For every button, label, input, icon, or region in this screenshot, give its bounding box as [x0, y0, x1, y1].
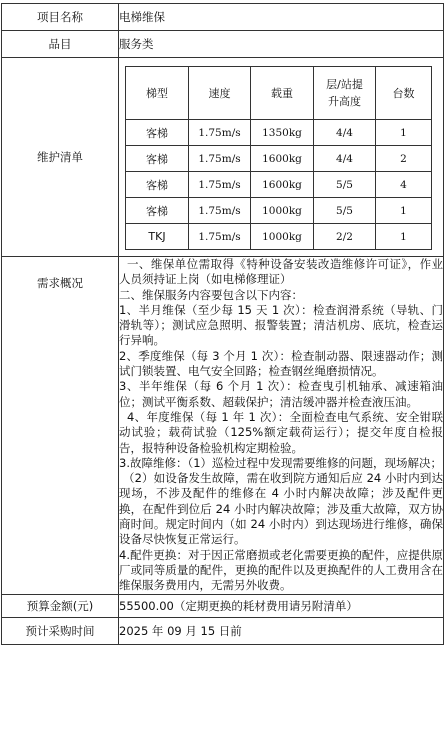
row-category [2, 31, 444, 58]
elevator-speed: 1.75m/s [189, 224, 251, 250]
table-row [126, 146, 432, 172]
maintenance-cell [119, 58, 444, 257]
table-row [126, 198, 432, 224]
requirement-paragraph: 4.配件更换：对于因正常磨损或老化需要更换的配件，应提供原厂或同等质量的配件，更换的配件以及更换配件的人工费用含在维保服务费用内，无需另外收费。 [119, 547, 443, 593]
procurement-time-value: 2025 年 09 月 15 日前 [119, 617, 444, 644]
requirement-paragraph: 4、年度维保（每 1 年 1 次）：全面检查电气系统、安全钳联动试验；载荷试验（125%额定载荷运行）；提交年度自检报告，报特种设备检验机构定期检验。 [119, 409, 443, 455]
project-value: 电梯维保 [119, 4, 444, 31]
elevator-load: 1000kg [251, 198, 314, 224]
elevator-floors: 2/2 [314, 224, 376, 250]
elevator-type: 客梯 [126, 146, 189, 172]
elevator-floors: 5/5 [314, 198, 376, 224]
project-label: 项目名称 [2, 4, 119, 31]
elevator-speed: 1.75m/s [189, 198, 251, 224]
table-row [126, 120, 432, 146]
table-row [126, 172, 432, 198]
requirement-paragraph: 二、维保服务内容要包含以下内容： [119, 287, 303, 302]
elevator-floors: 4/4 [314, 146, 376, 172]
table-row [126, 224, 432, 250]
procurement-table [1, 3, 444, 645]
elevator-type: 客梯 [126, 120, 189, 146]
elevator-list-header [126, 67, 432, 120]
elevator-load: 1600kg [251, 146, 314, 172]
row-budget [2, 594, 444, 617]
header-cell: 台数 [376, 67, 432, 120]
elevator-count: 1 [376, 224, 432, 250]
header-cell: 载重 [251, 67, 314, 120]
elevator-list-table [125, 66, 432, 250]
category-label: 品目 [2, 31, 119, 58]
row-project [2, 4, 444, 31]
elevator-load: 1600kg [251, 172, 314, 198]
requirement-paragraph: 3.故障维修：（1）巡检过程中发现需要维修的问题，现场解决； [119, 455, 443, 470]
procurement-time-label: 预计采购时间 [2, 617, 119, 644]
requirement-paragraph: 一、维保单位需取得《特种设备安装改造维修许可证》，作业人员须持证上岗（如电梯修理证） [119, 257, 443, 287]
row-maintenance [2, 58, 444, 257]
elevator-count: 1 [376, 198, 432, 224]
header-cell: 梯型 [126, 67, 189, 120]
elevator-load: 1350kg [251, 120, 314, 146]
elevator-count: 1 [376, 120, 432, 146]
requirement-paragraph: （2）如设备发生故障，需在收到院方通知后应 24 小时内到达现场，不涉及配件的维修在 4 小时内解决故障；涉及配件更换，在配件到位后 24 小时内解决故障；涉及重大故障，双方协商时间。规定时间内（如 24 小时内）到达现场进行维修，确保设备尽快恢复正常运行。 [119, 471, 443, 547]
maintenance-label: 维护清单 [2, 58, 119, 257]
elevator-floors: 4/4 [314, 120, 376, 146]
requirement-paragraph: 2、季度维保（每 3 个月 1 次）：检查制动器、限速器动作；测试门锁装置、电气安全回路；检查钢丝绳磨损情况。 [119, 348, 443, 379]
requirement-paragraph: 1、半月维保（至少每 15 天 1 次）：检查润滑系统（导轨、门滑轨等）；测试应急照明、报警装置；清洁机房、底坑，检查运行异响。 [119, 302, 443, 348]
elevator-floors: 5/5 [314, 172, 376, 198]
row-procurement-time [2, 617, 444, 644]
budget-value: 55500.00（定期更换的耗材费用请另附清单） [119, 594, 444, 617]
elevator-speed: 1.75m/s [189, 120, 251, 146]
category-value: 服务类 [119, 31, 444, 58]
elevator-type: 客梯 [126, 172, 189, 198]
requirement-paragraph: 3、半年维保（每 6 个月 1 次）：检查曳引机轴承、减速箱油位；测试平衡系数、超载保护；清洁缓冲器并检查液压油。 [119, 379, 443, 409]
requirements-content [119, 257, 444, 595]
requirements-label: 需求概况 [2, 257, 119, 595]
elevator-type: 客梯 [126, 198, 189, 224]
header-cell: 速度 [189, 67, 251, 120]
elevator-speed: 1.75m/s [189, 172, 251, 198]
elevator-speed: 1.75m/s [189, 146, 251, 172]
row-requirements [2, 257, 444, 595]
budget-label: 预算金额(元) [2, 594, 119, 617]
header-cell: 层/站提 升高度 [314, 67, 376, 120]
elevator-count: 2 [376, 146, 432, 172]
elevator-type: TKJ [126, 224, 189, 250]
elevator-load: 1000kg [251, 224, 314, 250]
elevator-count: 4 [376, 172, 432, 198]
